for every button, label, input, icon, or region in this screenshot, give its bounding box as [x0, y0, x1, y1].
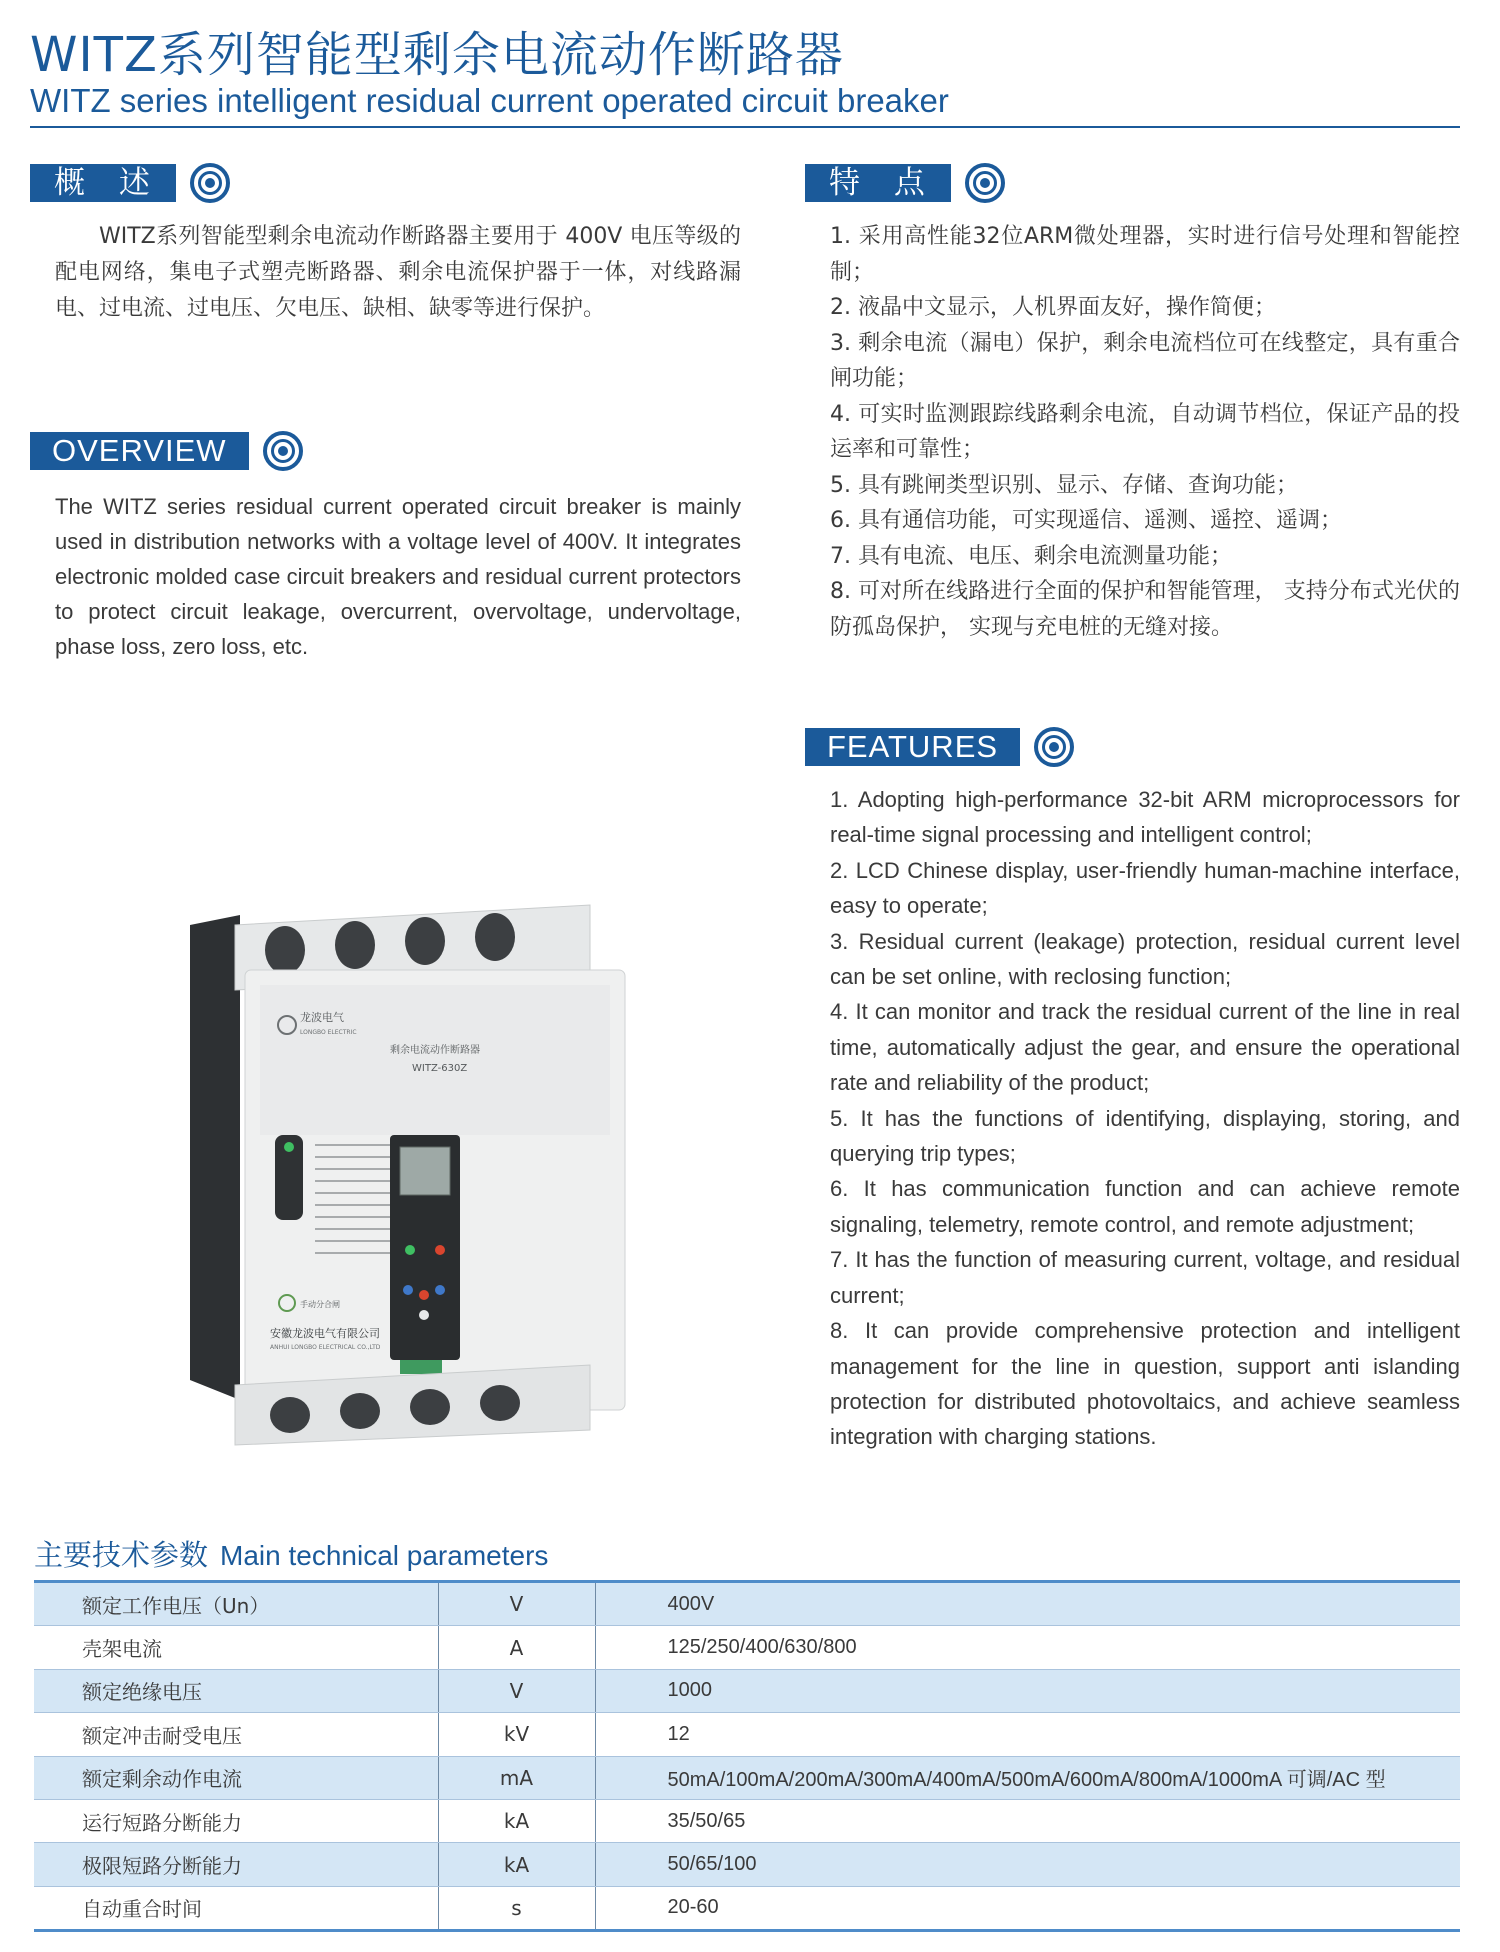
- overview-en-text: The WITZ series residual current operated circuit breaker is mainly used in distribution networks with a voltage level of 400V. It integrates electronic molded case circuit breakers and residual current protectors to protect circuit leakage, overcurrent, overvoltage, undervoltage, phase loss, zero loss, etc.: [55, 494, 741, 659]
- key-blue-icon: [435, 1285, 445, 1295]
- features-en-list: [830, 782, 1460, 1455]
- product-company-en: ANHUI LONGBO ELECTRICAL CO.,LTD: [270, 1344, 381, 1351]
- list-item: 6. It has communication function and can achieve remote signaling, telemetry, remote control, and remote adjustment;: [830, 1176, 1460, 1237]
- param-unit: kA: [438, 1799, 595, 1842]
- target-icon: [965, 163, 1005, 203]
- terminal-block: [400, 1360, 442, 1374]
- key-red-icon: [419, 1290, 429, 1300]
- product-brand-en: LONGBO ELECTRIC: [300, 1029, 357, 1036]
- features-en-header: [805, 727, 1074, 767]
- param-name: 额定绝缘电压: [34, 1669, 438, 1712]
- product-model: WITZ-630Z: [412, 1063, 468, 1074]
- param-name: 自动重合时间: [34, 1886, 438, 1930]
- overview-en-badge: OVERVIEW: [30, 432, 249, 470]
- target-icon: [263, 431, 303, 471]
- list-item: 5. 具有跳闸类型识别、显示、存储、查询功能；: [830, 472, 1298, 498]
- indicator-green-icon: [405, 1245, 415, 1255]
- table-row: [34, 1582, 1460, 1626]
- param-unit: mA: [438, 1756, 595, 1799]
- product-image: [150, 845, 630, 1460]
- params-heading-cn: 主要技术参数: [34, 1538, 209, 1572]
- param-name: 运行短路分断能力: [34, 1799, 438, 1842]
- param-name: 壳架电流: [34, 1626, 438, 1669]
- table-row: [34, 1843, 1460, 1886]
- target-icon: [1034, 727, 1074, 767]
- overview-cn-header: [30, 163, 230, 203]
- target-icon: [190, 163, 230, 203]
- table-row: [34, 1799, 1460, 1842]
- overview-en-header: [30, 431, 303, 471]
- product-name-cn: 剩余电流动作断路器: [390, 1045, 480, 1056]
- list-item: 4. It can monitor and track the residual current of the line in real time, automatically adjust the gear, and ensure the operational rate and reliability of the product;: [830, 999, 1460, 1096]
- features-cn-badge: 特 点: [805, 164, 951, 202]
- list-item: 3. 剩余电流（漏电）保护，剩余电流档位可在线整定，具有重合闸功能；: [830, 330, 1460, 391]
- table-row: [34, 1713, 1460, 1756]
- features-cn-list: [830, 219, 1460, 645]
- param-unit: kA: [438, 1843, 595, 1886]
- list-item: 1. Adopting high-performance 32-bit ARM microprocessors for real-time signal processing and intelligent control;: [830, 787, 1460, 848]
- list-item: 7. 具有电流、电压、剩余电流测量功能；: [830, 543, 1232, 569]
- list-item: 2. 液晶中文显示，人机界面友好，操作简便；: [830, 295, 1276, 320]
- page-title-en: WITZ series intelligent residual current operated circuit breaker: [30, 82, 949, 119]
- list-item: 6. 具有通信功能，可实现遥信、遥测、遥控、遥调；: [830, 508, 1342, 533]
- params-heading: [34, 1533, 548, 1574]
- manual-switch-label: 手动分合闸: [300, 1300, 340, 1309]
- param-unit: kV: [438, 1713, 595, 1756]
- table-row: [34, 1626, 1460, 1669]
- title-divider: [30, 126, 1460, 128]
- param-value: 400V: [595, 1582, 1460, 1626]
- breaker-side-panel: [190, 915, 240, 1400]
- param-name: 额定工作电压（Un）: [34, 1582, 438, 1626]
- param-value: 20-60: [595, 1886, 1460, 1930]
- product-brand-cn: 龙波电气: [300, 1011, 344, 1024]
- param-unit: A: [438, 1626, 595, 1669]
- page-title-cn: WITZ系列智能型剩余电流动作断路器: [30, 27, 844, 83]
- table-row: [34, 1756, 1460, 1799]
- overview-cn-text: WITZ系列智能型剩余电流动作断路器主要用于 400V 电压等级的配电网络，集电子式塑壳断路器、剩余电流保护器于一体，对线路漏电、过电流、过电压、欠电压、缺相、缺零等进行保护。: [55, 224, 741, 321]
- lcd-display: [400, 1147, 450, 1195]
- list-item: 1. 采用高性能32位ARM微处理器，实时进行信号处理和智能控制；: [830, 224, 1460, 285]
- product-company-cn: 安徽龙波电气有限公司: [270, 1327, 380, 1340]
- params-heading-en: Main technical parameters: [220, 1540, 549, 1571]
- param-value: 12: [595, 1713, 1460, 1756]
- param-unit: s: [438, 1886, 595, 1930]
- param-unit: V: [438, 1582, 595, 1626]
- table-row: [34, 1886, 1460, 1930]
- list-item: 2. LCD Chinese display, user-friendly human-machine interface, easy to operate;: [830, 857, 1460, 919]
- indicator-red-icon: [435, 1245, 445, 1255]
- param-value: 1000: [595, 1669, 1460, 1712]
- key-white-icon: [419, 1310, 429, 1320]
- param-value: 50mA/100mA/200mA/300mA/400mA/500mA/600mA/800mA/1000mA 可调/AC 型: [595, 1756, 1460, 1799]
- features-en-badge: FEATURES: [805, 728, 1020, 766]
- list-item: 8. It can provide comprehensive protection and intelligent management for the line in question, support anti islanding protection for distributed photovoltaics, and achieve seamless integration with charging stations.: [830, 1318, 1460, 1450]
- param-name: 额定冲击耐受电压: [34, 1713, 438, 1756]
- breaker-upper-panel: [260, 985, 610, 1135]
- params-table: [34, 1580, 1460, 1932]
- param-value: 50/65/100: [595, 1843, 1460, 1886]
- table-row: [34, 1669, 1460, 1712]
- param-value: 125/250/400/630/800: [595, 1626, 1460, 1669]
- param-value: 35/50/65: [595, 1799, 1460, 1842]
- list-item: 3. Residual current (leakage) protection, residual current level can be set online, with reclosing function;: [830, 928, 1460, 990]
- list-item: 8. 可对所在线路进行全面的保护和智能管理， 支持分布式光伏的防孤岛保护， 实现与充电桩的无缝对接。: [830, 579, 1460, 640]
- param-unit: V: [438, 1669, 595, 1712]
- param-name: 额定剩余动作电流: [34, 1756, 438, 1799]
- param-name: 极限短路分断能力: [34, 1843, 438, 1886]
- list-item: 4. 可实时监测跟踪线路剩余电流，自动调节档位，保证产品的投运率和可靠性；: [830, 401, 1460, 462]
- status-led-icon: [284, 1142, 294, 1152]
- features-cn-header: [805, 163, 1005, 203]
- list-item: 7. It has the function of measuring current, voltage, and residual current;: [830, 1247, 1460, 1308]
- key-blue-icon: [403, 1285, 413, 1295]
- overview-cn-badge: 概 述: [30, 164, 176, 202]
- list-item: 5. It has the functions of identifying, displaying, storing, and querying trip types;: [830, 1105, 1460, 1167]
